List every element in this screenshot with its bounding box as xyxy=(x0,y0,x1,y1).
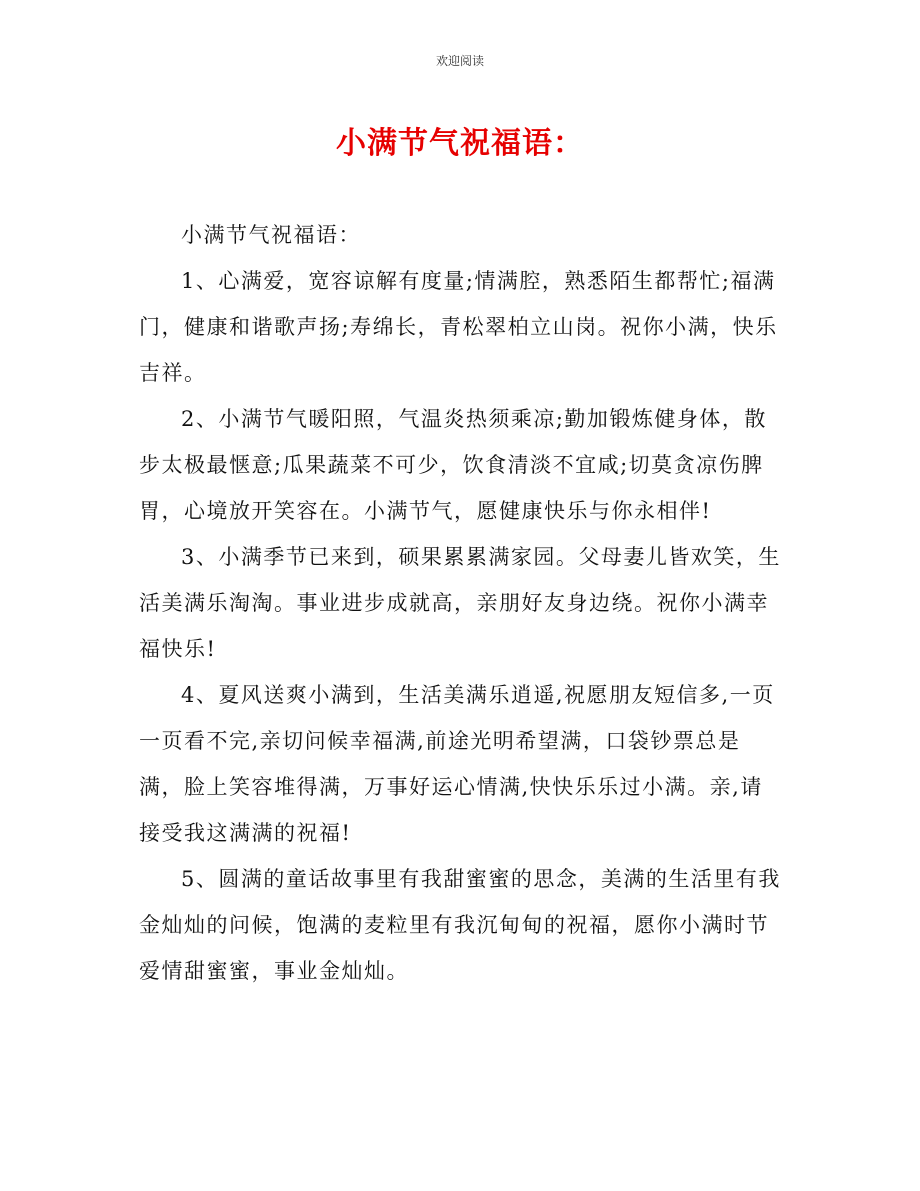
document-body xyxy=(139,212,784,994)
blessing-paragraph-3: 3、小满季节已来到，硕果累累满家园。父母妻儿皆欢笑，生活美满乐淘淘。事业进步成就高，亲朋好友身边绕。祝你小满幸福快乐! xyxy=(139,545,781,661)
intro-paragraph: 小满节气祝福语： xyxy=(181,223,361,247)
blessing-paragraph-5: 5、圆满的童话故事里有我甜蜜蜜的思念，美满的生活里有我金灿灿的问候，饱满的麦粒里有我沉甸甸的祝福，愿你小满时节爱情甜蜜蜜，事业金灿灿。 xyxy=(139,867,781,983)
header-note: 欢迎阅读 xyxy=(435,54,484,68)
blessing-paragraph-1: 1、心满爱，宽容谅解有度量;情满腔，熟悉陌生都帮忙;福满门，健康和谐歌声扬;寿绵长，青松翠柏立山岗。祝你小满，快乐吉祥。 xyxy=(139,269,778,385)
blessing-paragraph-2: 2、小满节气暖阳照，气温炎热须乘凉;勤加锻炼健身体，散步太极最惬意;瓜果蔬菜不可少，饮食清淡不宜咸;切莫贪凉伤脾胃，心境放开笑容在。小满节气，愿健康快乐与你永相伴! xyxy=(139,407,767,523)
blessing-paragraph-4: 4、夏风送爽小满到，生活美满乐逍遥,祝愿朋友短信多,一页一页看不完,亲切问候幸福满,前途光明希望满，口袋钞票总是满，脸上笑容堆得满，万事好运心情满,快快乐乐过小满。亲,请接受我这满满的祝福! xyxy=(139,683,775,845)
page-title: 小满节气祝福语： xyxy=(336,126,584,161)
